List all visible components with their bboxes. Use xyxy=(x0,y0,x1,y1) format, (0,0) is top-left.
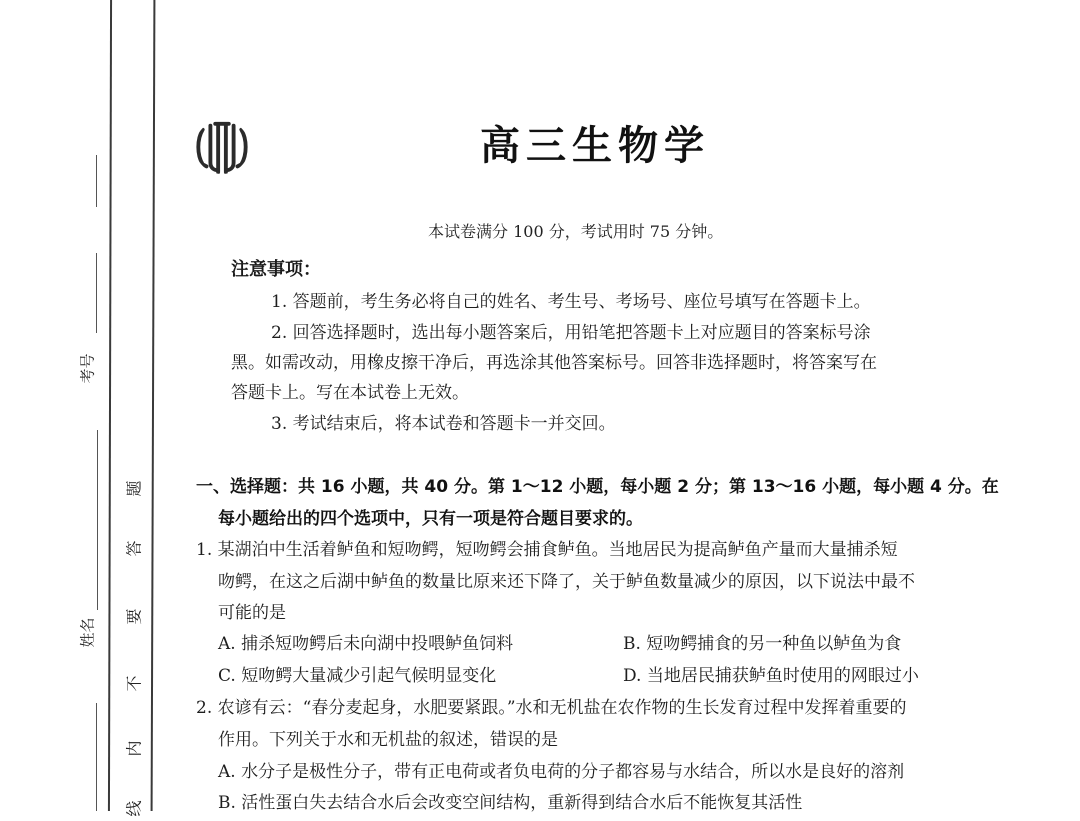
note-line: 3. 考试结束后，将本试卷和答题卡一并交回。 xyxy=(271,414,616,434)
note-line: 答题卡上。写在本试卷上无效。 xyxy=(231,383,469,403)
section-heading-cont: 每小题给出的四个选项中，只有一项是符合题目要求的。 xyxy=(218,509,643,529)
school-logo-icon xyxy=(193,118,251,176)
binding-line-outer xyxy=(108,0,112,811)
name-label: 姓名 xyxy=(78,617,97,648)
binding-line-inner xyxy=(151,0,155,811)
exam-no-fill-line-top xyxy=(96,155,97,207)
question-2-stem: 2. 农谚有云：“春分麦起身，水肥要紧跟。”水和无机盐在农作物的生长发育过程中发挥着重要的 xyxy=(196,698,907,718)
exam-no-label: 考号 xyxy=(78,353,97,384)
exam-title: 高三生物学 xyxy=(480,123,710,169)
name-fill-line-lower xyxy=(96,703,97,811)
margin-warning-char: 题 xyxy=(124,480,144,497)
name-fill-line[interactable] xyxy=(97,430,98,610)
question-1-option-a[interactable]: A. 捕杀短吻鳄后未向湖中投喂鲈鱼饲料 xyxy=(218,634,514,654)
question-2-option-a[interactable]: A. 水分子是极性分子，带有正电荷或者负电荷的分子都容易与水结合，所以水是良好的溶剂 xyxy=(218,762,905,782)
question-1-stem: 1. 某湖泊中生活着鲈鱼和短吻鳄，短吻鳄会捕食鲈鱼。当地居民为提高鲈鱼产量而大量捕杀短 xyxy=(196,540,898,560)
note-line: 黑。如需改动，用橡皮擦干净后，再选涂其他答案标号。回答非选择题时，将答案写在 xyxy=(231,353,877,373)
question-1-option-c[interactable]: C. 短吻鳄大量减少引起气候明显变化 xyxy=(218,666,497,686)
section-heading: 一、选择题：共 16 小题，共 40 分。第 1～12 小题，每小题 2 分；第 13～16 小题，每小题 4 分。在 xyxy=(196,477,999,497)
question-1-option-d[interactable]: D. 当地居民捕获鲈鱼时使用的网眼过小 xyxy=(623,666,919,686)
margin-warning-char: 答 xyxy=(124,540,144,557)
note-line: 1. 答题前，考生务必将自己的姓名、考生号、考场号、座位号填写在答题卡上。 xyxy=(271,292,871,312)
question-1-stem: 可能的是 xyxy=(218,603,286,623)
notes-heading: 注意事项： xyxy=(231,259,321,280)
exam-info: 本试卷满分 100 分，考试用时 75 分钟。 xyxy=(428,222,724,241)
note-line: 2. 回答选择题时，选出每小题答案后，用铅笔把答题卡上对应题目的答案标号涂 xyxy=(271,323,871,343)
question-1-stem: 吻鳄，在这之后湖中鲈鱼的数量比原来还下降了，关于鲈鱼数量减少的原因，以下说法中最不 xyxy=(218,572,915,592)
margin-warning-char: 要 xyxy=(124,608,144,625)
margin-warning-char: 内 xyxy=(124,740,144,757)
exam-no-fill-line[interactable] xyxy=(96,253,97,333)
margin-warning-char: 线 xyxy=(124,800,144,817)
margin-warning-char: 不 xyxy=(124,675,144,692)
question-2-option-b[interactable]: B. 活性蛋白失去结合水后会改变空间结构，重新得到结合水后不能恢复其活性 xyxy=(218,793,803,813)
question-2-stem: 作用。下列关于水和无机盐的叙述，错误的是 xyxy=(218,730,558,750)
question-1-option-b[interactable]: B. 短吻鳄捕食的另一种鱼以鲈鱼为食 xyxy=(623,634,902,654)
